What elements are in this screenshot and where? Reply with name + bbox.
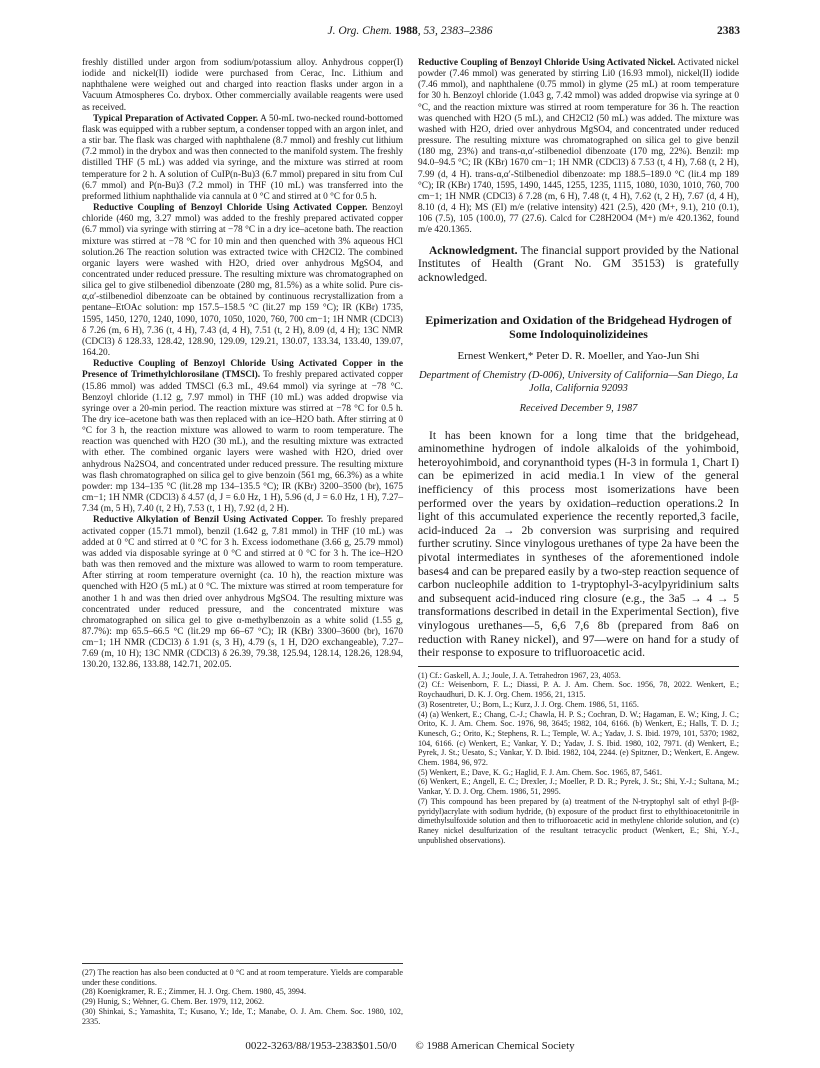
- section-text: To freshly prepared activated copper (15.71 mmol), benzil (1.642 g, 7.81 mmol) in THF (10 mL) was added at 0 °C and stirred at 0 °C for 3 h. Excess iodomethane (3.66 g, 25.79 mmol) was added via disposable syringe at 0 °C and stirred at 0 °C for 3 h. The ice–H2O bath was then removed and the mixture was allowed to warm to room temperature. After stirring at room temperature overnight (ca. 10 h), the reaction mixture was quenched with H2O (5 mL) at 0 °C. The mixture was stirred at room temperature for another 1 h and was then dried over anhydrous MgSO4. The resulting mixture was concentrated under reduced pressure, and the concentrated mixture was chromatographed on silica gel to give α-methylbenzoin as a white solid (1.55 g, 87.7%): mp 65.5–66.5 °C (lit.29 mp 66–67 °C); IR (KBr) 3300–3600 (br), 1670 cm−1; 1H NMR (CDCl3) δ 1.91 (s, 3 H), 4.79 (s, 1 H, D2O exchangeable), 7.27–7.69 (m, 10 H); 13C NMR (CDCl3) δ 26.39, 79.38, 125.94, 128.14, 128.26, 128.94, 130.20, 132.86, 133.88, 142.71, 202.05.: [82, 515, 404, 671]
- reference-list: [418, 671, 739, 846]
- acknowledgment-text: The financial support provided by the National Institutes of Health (Grant No. GM 35153) is gratefully acknowledged.: [418, 244, 739, 284]
- section-coupling-nickel: [418, 58, 739, 237]
- reference: (6) Wenkert, E.; Angell, E. C.; Drexler, J.; Moeller, P. D. R.; Pyrek, J. St.; Shi, Y.-J.; Sultana, M.; Vankar, Y. D. J. Org. Chem. 1986, 51, 2995.: [418, 777, 739, 797]
- reference: (4) (a) Wenkert, E.; Chang, C.-J.; Chawla, H. P. S.; Cochran, D. W.; Hagaman, E. W.; King, J. C.; Orito, K. J. Am. Chem. Soc. 1976, 98, 3645; 1982, 104, 6166. (b) Wenkert, E.; Halls, T. D. J.; Kunesch, G.; Orito, K.; Stephens, R. L.; Temple, W. A.; Yadav, J. S. Ibid. 1979, 101, 5370; 1982, 104, 6166. (c) Wenkert, E.; Vankar, Y. D.; Yadav, J. S. Ibid. 1980, 102, 7971. (d) Wenkert, E.; Pyrek, J. St.; Uesato, S.; Vankar, Y. D. Ibid. 1982, 104, 2244. (e) Spitzner, D.; Wenkert, E. Angew. Chem. 1984, 96, 972.: [418, 709, 739, 768]
- footnote: (29) Hunig, S.; Wehner, G. Chem. Ber. 1979, 112, 2062.: [82, 997, 265, 1007]
- article-title: Epimerization and Oxidation of the Bridgehead Hydrogen of Some Indoloquinolizideines: [425, 313, 732, 342]
- left-footnotes: [82, 957, 403, 1026]
- section-text: Activated nickel powder (7.46 mmol) was generated by stirring Li0 (16.93 mmol), nickel(II) iodide (7.46 mmol), and naphthalene (0.75 mmol) in glyme (25 mL) at room temperature for 30 h. Benzoyl chloride (1.043 g, 7.42 mmol) was added dropwise via syringe at 0 °C, and the reaction mixture was stirred at room temperature for 36 h. The reaction was quenched with H2O (5 mL), and CH2Cl2 (50 mL) was added. The mixture was washed with H2O, dried over anhydrous MgSO4, and concentrated under reduced pressure. The resulting mixture was chromatographed on silica gel to give benzil (180 mg, 23%) and trans-α,α′-stilbenediol dibenzoate (170 mg, 22%). Benzil: mp 94.0–94.5 °C; IR (KBr) 1670 cm−1; 1H NMR (CDCl3) δ 7.53 (t, 4 H), 7.68 (t, 2 H), 7.99 (d, 4 H). trans-α,α′-Stilbenediol dibenzoate: mp 188.5–189.0 °C (lit.4 mp 189 °C); IR (KBr) 1740, 1595, 1490, 1445, 1255, 1235, 1115, 1080, 1030, 1010, 760, 700 cm−1; 1H NMR (CDCl3) δ 7.28 (m, 6 H), 7.48 (t, 4 H), 7.62 (t, 2 H), 7.67 (d, 4 H), 8.10 (d, 4 H); MS (EI) m/e (relative intensity) 421 (2.5), 420 (M+, 9.1), 210 (0.1), 106 (7.5), 105 (100.0), 77 (27.6). Calcd for C28H20O4 (M+) m/e 420.1362, found m/e 420.1365.: [418, 58, 739, 236]
- journal-volume: 53: [423, 25, 436, 37]
- section-text: A 50-mL two-necked round-bottomed flask was equipped with a rubber septum, a condenser topped with an argon inlet, and a stir bar. The flask was charged with naphthalene (8.7 mmol) and freshly cut lithium (7.2 mmol) in the drybox and was then connected to the manifold system. The freshly distilled THF (5 mL) was added via syringe, and the mixture was stirred at room temperature for 2 h. A solution of CuIP(n-Bu)3 (6.7 mmol) prepared in situ from CuI (6.7 mmol) and P(n-Bu)3 (7.2 mmol) in THF (10 mL) was transferred into the preformed lithium naphthalide via cannula at 0 °C and stirred at 0 °C for 0.5 h.: [82, 113, 403, 202]
- footnote-list: [82, 968, 403, 1026]
- section-title: Reductive Coupling of Benzoyl Chloride Using Activated Nickel.: [418, 58, 676, 68]
- section-coupling-copper: [82, 203, 403, 359]
- page-footer: [0, 1040, 820, 1052]
- right-column: [418, 58, 739, 845]
- footnote-rule: [418, 666, 739, 667]
- section-alkylation-benzil: [82, 515, 403, 671]
- new-article: [418, 313, 739, 659]
- article-code: 0022-3263/88/1953-2383$01.50/0: [245, 1040, 397, 1052]
- article-authors: Ernest Wenkert,* Peter D. R. Moeller, and Yao-Jun Shi: [457, 350, 700, 363]
- reference: (1) Cf.: Gaskell, A. J.; Joule, J. A. Tetrahedron 1967, 23, 4053.: [418, 670, 621, 680]
- section-text: To freshly prepared activated copper (15.86 mmol) was added TMSCl (6.3 mL, 49.64 mmol) via syringe at −78 °C. Benzoyl chloride (1.12 g, 7.97 mmol) in THF (10 mL) was added dropwise via syringe over a 20-min period. The reaction mixture was stirred at −78 °C for 0.5 h. The dry ice–acetone bath was then replaced with an ice–H2O bath. After stirring at 0 °C for 3 h, the reaction mixture was allowed to warm to room temperature. The reaction was quenched with H2O (30 mL), and the resulting mixture was extracted with ether. The combined organic layers were washed with H2O, dried over anhydrous Na2SO4, and concentrated under reduced pressure. The resulting mixture was flash chromatographed on silica gel to give benzoin (561 mg, 66.3%) as a white powder: mp 134–135 °C (lit.28 mp 134–135.5 °C); IR (KBr) 3200–3500 (br), 1675 cm−1; 1H NMR (CDCl3) δ 4.57 (d, J = 6.0 Hz, 1 H), 5.96 (d, J = 6.0 Hz, 1 H), 7.27–7.34 (m, 5 H), 7.40 (t, 2 H), 7.53 (t, 1 H), 7.92 (d, 2 H).: [82, 370, 404, 515]
- section-title: Reductive Coupling of Benzoyl Chloride Using Activated Copper in the Presence of Trimethylchlorosilane (TMSCl).: [82, 359, 403, 381]
- footnote: (27) The reaction has also been conducted at 0 °C and at room temperature. Yields are comparable under these conditions.: [82, 968, 403, 987]
- footnote-rule: [82, 963, 403, 964]
- reference: (5) Wenkert, E.; Dave, K. G.; Haglid, F. J. Am. Chem. Soc. 1965, 87, 5461.: [418, 767, 663, 777]
- received-date: Received December 9, 1987: [519, 403, 638, 415]
- journal-name: J. Org. Chem.: [327, 25, 392, 37]
- copyright-notice: © 1988 American Chemical Society: [415, 1040, 575, 1052]
- paragraph: freshly distilled under argon from sodium/potassium alloy. Anhydrous copper(I) iodide and nickel(II) iodide were purchased from Cerac, Inc. Lithium and naphthalene were weighed out and charged into reaction flasks under argon in a Vacuum Atmospheres Co. drybox. Other commercially available reagents were used as received.: [82, 58, 403, 113]
- reference: (7) This compound has been prepared by (a) treatment of the N-tryptophyl salt of ethyl β-(β-pyridyl)acrylate with sodium hydride, (b) exposure of the product first to ethylthioacetonitrile in dimethylsulfoxide solution and then to trifluoroacetic acid in methylene chloride solution, and (c) Raney nickel desulfurization of the resultant tetracyclic product (Wenkert, E.; Shi, Y.-J., unpublished observations).: [418, 796, 739, 845]
- page-number: 2383: [717, 25, 740, 37]
- section-coupling-tmscl: [82, 359, 403, 515]
- journal-citation: J. Org. Chem. 1988, 53, 2383–2386: [327, 25, 493, 37]
- footnote: (28) Koenigkramer, R. E.; Zimmer, H. J. Org. Chem. 1980, 45, 3994.: [82, 987, 306, 997]
- section-title: Typical Preparation of Activated Copper.: [93, 113, 259, 124]
- acknowledgment-title: Acknowledgment.: [429, 244, 518, 257]
- section-title: Reductive Alkylation of Benzil Using Activated Copper.: [93, 515, 324, 526]
- reference: (3) Rosentreter, U.; Born, L.; Kurz, J. J. Org. Chem. 1986, 51, 1165.: [418, 699, 639, 709]
- acknowledgment: [418, 245, 739, 286]
- footnote: (30) Shinkai, S.; Yamashita, T.; Kusano, Y.; Ide, T.; Manabe, O. J. Am. Chem. Soc. 1980, 102, 2335.: [82, 1006, 403, 1026]
- running-header: [80, 25, 740, 43]
- reference: (2) Cf.: Weisenborn, F. L.; Diassi, P. A. J. Am. Chem. Soc. 1956, 78, 2022. Wenkert, E.; Roychaudhuri, D. K. J. Org. Chem. 1956, 21, 1315.: [418, 680, 739, 700]
- journal-year: 1988: [394, 25, 418, 37]
- journal-pages: 2383–2386: [440, 25, 493, 37]
- article-affiliation: Department of Chemistry (D-006), University of California—San Diego, La Jolla, California 92093: [418, 370, 739, 394]
- article-intro: It has been known for a long time that the bridgehead, aminomethine hydrogen of indole alkaloids of the yohimboid, heteroyohimboid, and corynanthoid types (H-3 in formula 1, Chart I) can be epimerized in acid media.1 In view of the general inefficiency of this process most isomerizations have been performed over the years by oxidation–reduction operations.2 In light of this accumulated experience the recently reported,3 facile, acid-induced 2a → 2b conversion was surprising and required further scrutiny. Since vinylogous urethanes of type 2a have been the pivotal intermediates in syntheses of the aforementioned indole bases4 and can be prepared easily by a two-step reaction sequence of carbon nucleophile addition to 1-tryptophyl-3-acylpyridinium salts and subsequent acid-induced ring closure (e.g., the 3a5 → 4 → 5 transformations described in detail in the Experimental Section), five vinylogous urethanes—5, 6,6 7,6 8b (prepared from 8a6 on reduction with Raney nickel), and 97—were on hand for a study of their response to exposure to trifluoroacetic acid.: [418, 428, 739, 660]
- section-typical-preparation: [82, 114, 403, 203]
- section-text: Benzoyl chloride (460 mg, 3.27 mmol) was added to the freshly prepared activated copper (6.7 mmol) via syringe with stirring at −78 °C in a dry ice–acetone bath. The reaction mixture was stirred at −78 °C for 10 min and then quenched with 3% aqueous HCl solution.26 The reaction solution was extracted twice with CH2Cl2. The combined organic layers were washed with H2O, dried over anhydrous MgSO4, and concentrated under reduced pressure. The resulting mixture was chromatographed on silica gel to give stilbenediol dibenzoate (280 mg, 81.5%) as a white solid. Pure cis-α,α′-stilbenediol dibenzoate can be obtained by continuous recrystallization from a pentane–EtOAc solution: mp 157.5–158.5 °C (lit.27 mp 159 °C); IR (KBr) 1735, 1595, 1450, 1270, 1240, 1090, 1070, 1050, 1020, 760, 700 cm−1; 1H NMR (CDCl3) δ 7.26 (m, 6 H), 7.36 (t, 4 H), 7.43 (d, 4 H), 7.51 (t, 2 H), 8.09 (d, 4 H); 13C NMR (CDCl3) δ 128.33, 128.42, 128.90, 129.09, 129.21, 130.07, 133.34, 133.40, 139.07, 164.20.: [82, 203, 403, 359]
- section-title: Reductive Coupling of Benzoyl Chloride Using Activated Copper.: [93, 203, 368, 214]
- left-column: [82, 58, 403, 672]
